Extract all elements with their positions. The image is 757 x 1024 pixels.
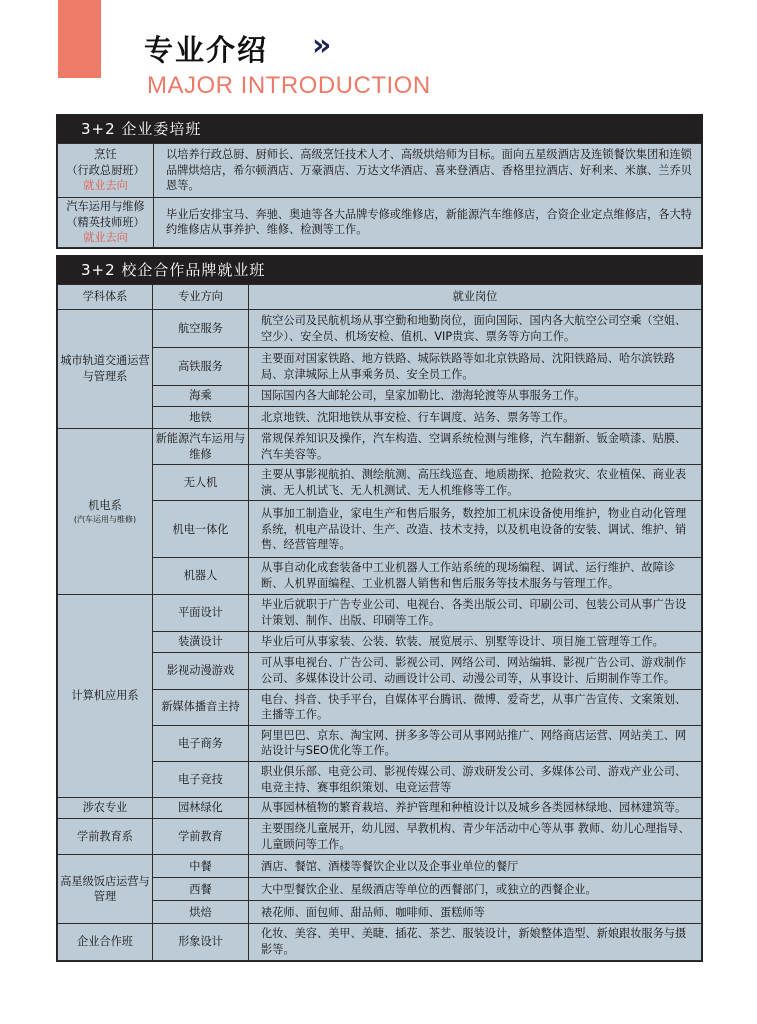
double-chevron-icon: »	[312, 28, 326, 63]
table-row	[58, 761, 702, 797]
major-cell: 机电一体化	[153, 501, 249, 558]
section-title: 3+2 企业委培班	[57, 115, 702, 143]
table-row	[58, 310, 702, 348]
dept-cell	[58, 594, 153, 798]
dept-name: 计算机应用系	[71, 689, 139, 703]
jobs-cell: 北京地铁、沈阳地铁从事安检、行车调度、站务、票务等工作。	[249, 407, 702, 429]
jobs-cell: 毕业后可从事家装、公装、软装、展览展示、别墅等设计、项目施工管理等工作。	[249, 631, 702, 652]
jobs-cell: 航空公司及民航机场从事空勤和地勤岗位，面向国际、国内各大航空公司空乘（空姐、空少）、安全员、机场安检、值机、VIP贵宾、票务等方向工作。	[249, 310, 702, 348]
table-row	[58, 652, 702, 689]
major-cell: 园林绿化	[153, 798, 249, 819]
dept-cell	[58, 798, 153, 819]
section-title: 3+2 校企合作品牌就业班	[57, 256, 702, 284]
major-cell: 学前教育	[153, 819, 249, 855]
major-table	[57, 284, 702, 961]
jobs-cell: 大中型餐饮企业、星级酒店等单位的西餐部门，或独立的西餐企业。	[249, 878, 702, 901]
major-cell: 机器人	[153, 558, 249, 594]
description-cell: 毕业后安排宝马、奔驰、奥迪等各大品牌专修或维修店，新能源汽车维修店，合资企业定点维修店，各大特约维修店从事养护、维修、检测等工作。	[154, 198, 702, 248]
major-cell: 装潢设计	[153, 631, 249, 652]
jobs-cell: 化妆、美容、美甲、美睫、插花、茶艺、服装设计，新娘整体造型、新娘跟妆服务与摄影等。	[249, 924, 702, 960]
major-name-cell	[58, 198, 154, 248]
header-dept: 学科体系	[58, 285, 153, 310]
jobs-cell: 常规保养知识及操作，汽车构造、空调系统检测与维修，汽车翻新、钣金喷漆、贴膜、汽车美容等。	[249, 429, 702, 465]
dept-name: 涉农专业	[82, 801, 128, 815]
major-cell: 烘焙	[153, 901, 249, 924]
table-row	[58, 631, 702, 652]
major-class: （行政总厨班）	[66, 163, 145, 177]
table-row	[58, 798, 702, 819]
table-row	[58, 386, 702, 407]
jobs-cell: 主要围绕儿童展开，幼儿园、早教机构、青少年活动中心等从事 教师、幼儿心理指导、儿童顾问等工作。	[249, 819, 702, 855]
dept-name: 机电系	[88, 498, 122, 512]
employment-tag: 就业去向	[83, 179, 128, 193]
jobs-cell: 主要面对国家铁路、地方铁路、城际铁路等如北京铁路局、沈阳铁路局、哈尔滨铁路局、京津城际上从事乘务员、安全员工作。	[249, 348, 702, 386]
header-jobs: 就业岗位	[249, 285, 702, 310]
employment-tag: 就业去向	[83, 231, 128, 245]
dept-cell	[58, 924, 153, 960]
dept-name: 企业合作班	[77, 935, 133, 949]
table-row	[58, 429, 702, 465]
major-cell: 西餐	[153, 878, 249, 901]
table-row	[58, 407, 702, 429]
jobs-cell: 毕业后就职于广告专业公司、电视台、各类出版公司、印刷公司、包装公司从事广告设计策划、制作、出版、印刷等工作。	[249, 594, 702, 631]
major-cell: 形象设计	[153, 924, 249, 960]
table-row	[58, 855, 702, 878]
major-name: 烹饪	[94, 148, 117, 162]
header-major: 专业方向	[153, 285, 249, 310]
major-cell: 新媒体播音主持	[153, 689, 249, 725]
major-cell: 无人机	[153, 465, 249, 501]
dept-cell	[58, 855, 153, 924]
enterprise-training-table	[57, 143, 702, 248]
table-row	[58, 819, 702, 855]
table-row	[58, 465, 702, 501]
jobs-cell: 主要从事影视航拍、测绘航测、高压线巡查、地质勘探、抢险救灾、农业植保、商业表演、无人机试飞、无人机测试、无人机维修等工作。	[249, 465, 702, 501]
major-name: 汽车运用与维修	[66, 200, 145, 213]
major-cell: 高铁服务	[153, 348, 249, 386]
major-class: （精英技师班）	[66, 215, 145, 229]
dept-name: 学前教育系	[77, 829, 133, 843]
dept-cell	[58, 819, 153, 855]
table-row	[58, 198, 702, 248]
major-cell: 电子竞技	[153, 761, 249, 797]
major-cell: 中餐	[153, 855, 249, 878]
table-row	[58, 689, 702, 725]
jobs-cell: 从事自动化成套装备中工业机器人工作站系统的现场编程、调试、运行维护、故障诊断、人机界面编程、工业机器人销售和售后服务等技术服务与管理工作。	[249, 558, 702, 594]
jobs-cell: 可从事电视台、广告公司、影视公司、网络公司、网站编辑、影视广告公司、游戏制作公司、多媒体设计公司、动画设计公司、动漫公司等，从事设计、后期制作等工作。	[249, 652, 702, 689]
jobs-cell: 国际国内各大邮轮公司，皇家加勒比、渤海轮渡等从事服务工作。	[249, 386, 702, 407]
jobs-cell: 裱花师、面包师、甜品师、咖啡师、蛋糕师等	[249, 901, 702, 924]
table-row	[58, 144, 702, 198]
page-subtitle: MAJOR INTRODUCTION	[147, 72, 431, 99]
major-name-cell	[58, 144, 154, 198]
major-cell: 平面设计	[153, 594, 249, 631]
page-title: 专业介绍	[144, 33, 269, 67]
major-cell: 电子商务	[153, 725, 249, 761]
description-cell: 以培养行政总厨、厨师长、高级烹饪技术人才、高级烘焙师为目标。面向五星级酒店及连锁餐饮集团和连锁品牌烘焙店，希尔顿酒店、万豪酒店、万达文华酒店、喜来登酒店、香格里拉酒店、好利来、米旗、兰乔贝恩等。	[154, 144, 702, 198]
jobs-cell: 电台、抖音、快手平台，自媒体平台腾讯、微博、爱奇艺，从事广告宣传、文案策划、主播等工作。	[249, 689, 702, 725]
dept-note: (汽车运用与维修)	[73, 514, 137, 524]
table-header-row	[58, 285, 702, 310]
major-cell: 地铁	[153, 407, 249, 429]
table-row	[58, 901, 702, 924]
major-cell: 航空服务	[153, 310, 249, 348]
table-row	[58, 878, 702, 901]
major-cell: 影视动漫游戏	[153, 652, 249, 689]
jobs-cell: 酒店、餐馆、酒楼等餐饮企业以及企事业单位的餐厅	[249, 855, 702, 878]
jobs-cell: 从事加工制造业，家电生产和售后服务，数控加工机床设备使用维护，物业自动化管理系统，机电产品设计、生产、改造、技术支持，以及机电设备的安装、调试、维护、销售、经营管理等。	[249, 501, 702, 558]
jobs-cell: 阿里巴巴、京东、淘宝网、拼多多等公司从事网站推广、网络商店运营、网站美工、网站设计与SEO优化等工作。	[249, 725, 702, 761]
table-row	[58, 348, 702, 386]
table-row	[58, 501, 702, 558]
jobs-cell: 职业俱乐部、电竞公司、影视传媒公司、游戏研发公司、多媒体公司、游戏产业公司、电竞主持、赛事组织策划、电竞运营等	[249, 761, 702, 797]
section-school-enterprise	[56, 255, 703, 962]
table-row	[58, 725, 702, 761]
accent-block	[58, 0, 101, 78]
dept-name: 高星级饭店运营与管理	[60, 874, 150, 904]
dept-name: 城市轨道交通运营与管理系	[60, 354, 150, 383]
dept-cell	[58, 429, 153, 595]
section-enterprise-training	[56, 114, 703, 249]
major-cell: 海乘	[153, 386, 249, 407]
major-cell: 新能源汽车运用与维修	[153, 429, 249, 465]
table-row	[58, 558, 702, 594]
dept-cell	[58, 310, 153, 429]
table-row	[58, 594, 702, 631]
table-row	[58, 924, 702, 960]
jobs-cell: 从事园林植物的繁育栽培、养护管理和种植设计以及城乡各类园林绿地、园林建筑等。	[249, 798, 702, 819]
